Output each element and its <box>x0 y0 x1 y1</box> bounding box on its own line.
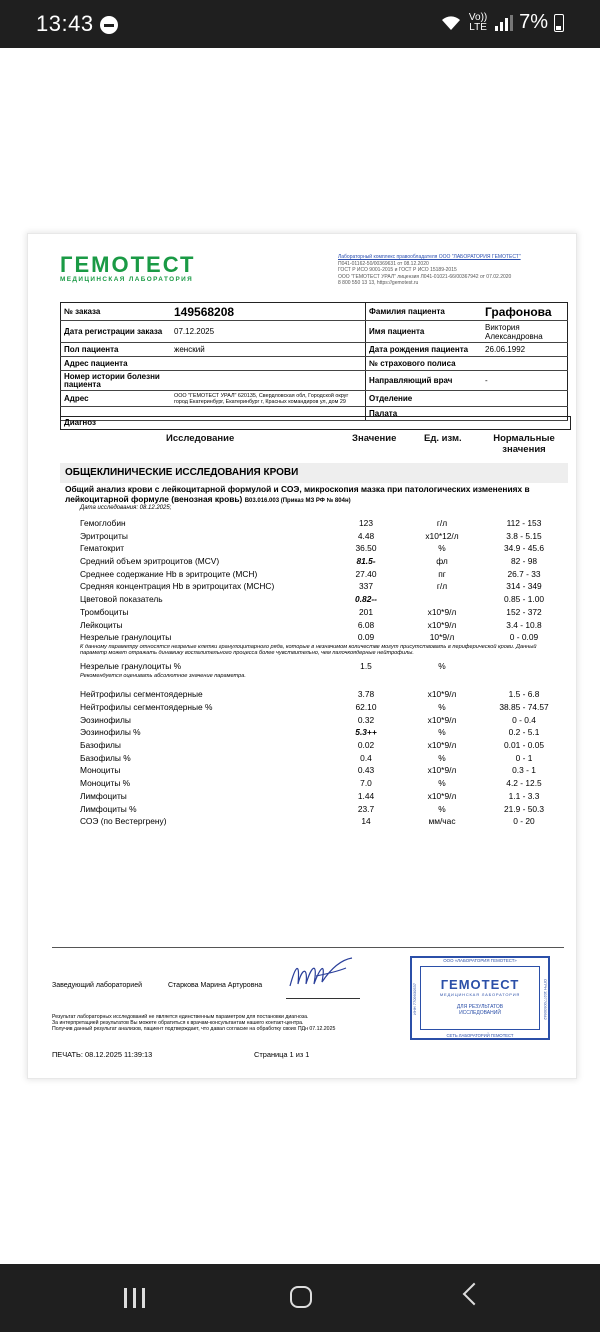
result-value: 4.48 <box>357 530 375 541</box>
result-name: Лейкоциты <box>80 619 123 630</box>
signal-icon <box>495 15 513 31</box>
result-reference: 0.85 - 1.00 <box>503 594 545 605</box>
result-value: 6.08 <box>357 619 375 630</box>
result-row <box>28 618 576 631</box>
lastname-label: Фамилия пациента <box>366 303 483 321</box>
result-unit: % <box>438 702 446 713</box>
result-value: 27.40 <box>355 568 377 579</box>
patient-lastname: Графонова <box>482 303 567 321</box>
birth-label: Дата рождения пациента <box>366 343 483 357</box>
wifi-icon <box>441 15 461 31</box>
page-number: Страница 1 из 1 <box>254 1050 310 1059</box>
result-reference: 0 - 0.09 <box>509 632 539 643</box>
stamp-top-text: ООО «ЛАБОРАТОРИЯ ГЕМОТЕСТ» <box>443 958 517 963</box>
result-row <box>28 579 576 592</box>
col-study: Исследование <box>166 433 235 444</box>
result-row <box>28 725 576 738</box>
head-label: Заведующий лабораторией <box>52 982 142 989</box>
back-button[interactable] <box>463 1283 486 1306</box>
reg-date: 07.12.2025 <box>171 321 366 343</box>
addr-label: Адрес <box>61 391 172 407</box>
result-unit: % <box>438 803 446 814</box>
col-norm <box>490 433 558 455</box>
result-note: К данному параметру относятся незрелые клетки гранулоцитарного ряда, которые в незначимом количестве могут присутствовать в периферической крови. Данный параметр может отражать динамику воспалительного процесса более чувствительно, чем палочкоядерные нейтрофилы. <box>80 643 537 657</box>
study-date: Дата исследования: 08.12.2025; <box>80 505 172 511</box>
network-type: Vo)) LTE <box>468 11 488 33</box>
result-row <box>28 738 576 751</box>
result-reference: 0 - 20 <box>513 816 535 827</box>
result-value: 0.4 <box>360 752 372 763</box>
result-name: Нейтрофилы сегментоядерные <box>80 689 203 700</box>
result-value: 201 <box>359 606 373 617</box>
result-unit: x10*9/л <box>427 714 457 725</box>
result-unit: г/л <box>436 581 448 592</box>
result-value: 0.82-- <box>355 594 377 605</box>
result-name: Базофилы % <box>80 752 131 763</box>
patient-address <box>171 357 366 371</box>
result-unit: % <box>438 778 446 789</box>
col-value: Значение <box>352 433 397 444</box>
col-norm-line2: значения <box>502 444 546 455</box>
result-name: СОЭ (по Вестергрену) <box>80 816 167 827</box>
lab-address: ООО "ГЕМОТЕСТ УРАЛ" 620135, Свердловская обл, Городской округ город Екатеринбург, Екатеринбург г, Красных командиров ул, дом 29 <box>171 391 366 407</box>
patient-sex: женский <box>171 343 366 357</box>
result-unit: x10*9/л <box>427 606 457 617</box>
license-line: ООО "ГЕМОТЕСТ УРАЛ" лицензия Л041-01021-66/00367942 от 07.02.2020 <box>338 273 512 280</box>
disclaimer-line: Результат лабораторных исследований не является единственным параметром для постановки диагноза. <box>52 1014 309 1020</box>
result-note: Рекомендуется оценивать абсолютное значение параметра. <box>80 672 246 679</box>
result-value: 1.5 <box>360 661 372 672</box>
signature-block <box>52 982 263 989</box>
stamp-sub: МЕДИЦИНСКАЯ ЛАБОРАТОРИЯ <box>439 992 521 997</box>
battery-percent: 7% <box>519 11 548 33</box>
result-name: Моноциты % <box>80 778 131 789</box>
address-label: Адрес пациента <box>61 357 172 371</box>
result-reference: 0.3 - 1 <box>512 765 536 776</box>
result-unit: % <box>438 727 446 738</box>
reg-date-label: Дата регистрации заказа <box>61 321 172 343</box>
license-line: ГОСТ Р ИСО 9001-2015 и ГОСТ Р ИСО 15189-2015 <box>338 267 457 274</box>
result-unit: 10*9/л <box>429 632 455 643</box>
print-timestamp: ПЕЧАТЬ: 08.12.2025 11:39:13 <box>52 1050 153 1059</box>
logo-brand: ГЕМОТЕСТ <box>60 252 196 277</box>
signature-underline <box>286 998 360 999</box>
divider <box>52 947 564 948</box>
clock: 13:43 <box>36 11 94 36</box>
battery-icon <box>554 14 564 32</box>
result-reference: 34.9 - 45.6 <box>503 543 545 554</box>
result-unit: фл <box>436 556 448 567</box>
result-row <box>28 516 576 529</box>
diagnosis-row: Диагноз <box>60 416 571 430</box>
result-reference: 112 - 153 <box>506 518 542 528</box>
result-name: Тромбоциты <box>80 606 129 617</box>
result-row <box>28 529 576 542</box>
gemotest-logo <box>60 254 195 283</box>
result-row <box>28 776 576 789</box>
result-name: Гематокрит <box>80 543 125 554</box>
lab-report-document[interactable] <box>28 234 576 1078</box>
result-unit: мм/час <box>428 816 456 827</box>
head-name: Старкова Марина Артуровна <box>168 982 263 989</box>
result-name: Незрелые гранулоциты % <box>80 661 182 672</box>
result-value: 3.78 <box>357 689 375 700</box>
result-row <box>28 802 576 815</box>
result-reference: 0.2 - 5.1 <box>508 727 540 738</box>
home-button[interactable] <box>290 1286 312 1308</box>
name-label: Имя пациента <box>366 321 483 343</box>
result-row <box>28 751 576 764</box>
result-reference: 3.8 - 5.15 <box>506 530 542 541</box>
result-reference: 1.1 - 3.3 <box>508 790 540 801</box>
result-row <box>28 605 576 618</box>
result-value: 0.43 <box>357 765 375 776</box>
result-reference: 0.01 - 0.05 <box>503 740 545 751</box>
result-value: 7.0 <box>360 778 372 789</box>
logo-subtitle: МЕДИЦИНСКАЯ ЛАБОРАТОРИЯ <box>60 276 194 283</box>
stamp-ogrn: ОГРН 1027700930642 <box>543 978 548 1020</box>
history-label: Номер истории болезни пациента <box>61 371 172 391</box>
sex-label: Пол пациента <box>61 343 172 357</box>
result-unit: % <box>438 752 446 763</box>
license-line: 8 800 550 13 13, https://gemotest.ru <box>338 280 419 287</box>
ward-label: Палата <box>366 407 483 421</box>
result-name: Лимфоциты <box>80 790 127 801</box>
signature-image <box>286 954 358 994</box>
result-name: Цветовой показатель <box>80 594 163 605</box>
result-value: 0.09 <box>357 632 375 643</box>
result-value: 23.7 <box>357 803 375 814</box>
result-row <box>28 700 576 713</box>
result-name: Эритроциты <box>80 530 128 541</box>
result-row <box>28 713 576 726</box>
dept-value <box>482 391 567 407</box>
result-name: Моноциты <box>80 765 121 776</box>
result-row <box>28 567 576 580</box>
result-name: Эозинофилы <box>80 714 131 725</box>
result-value: 123 <box>359 518 373 528</box>
result-name: Средний объем эритроцитов (MCV) <box>80 556 220 567</box>
order-code: B03.016.003 (Приказ МЗ РФ № 804н) <box>244 498 351 504</box>
disclaimer <box>52 1014 412 1033</box>
result-name: Незрелые гранулоциты <box>80 632 172 643</box>
result-name: Гемоглобин <box>80 518 126 528</box>
result-value: 1.44 <box>357 790 375 801</box>
result-name: Среднее содержание Hb в эритроците (MCH) <box>80 568 258 579</box>
order-title-text: Общий анализ крови с лейкоцитарной формулой и СОЭ, микроскопия мазка при патологических изменениях в лейкоцитарной формуле (венозная кровь) <box>65 484 530 504</box>
do-not-disturb-icon <box>100 16 118 34</box>
result-unit: x10*12/л <box>425 530 459 541</box>
result-reference: 1.5 - 6.8 <box>508 689 540 700</box>
patient-info-table <box>60 302 568 421</box>
status-bar <box>0 0 600 48</box>
result-value: 62.10 <box>355 702 377 713</box>
order-label: № заказа <box>61 303 172 321</box>
result-reference: 152 - 372 <box>506 606 542 617</box>
result-value: 0.32 <box>357 714 375 725</box>
order-title <box>65 484 565 506</box>
doctor-value: - <box>482 371 567 391</box>
result-unit: % <box>438 543 446 554</box>
doctor-label: Направляющий врач <box>366 371 483 391</box>
result-row <box>28 814 576 827</box>
result-value: 81.5- <box>356 556 376 567</box>
result-row <box>28 763 576 776</box>
result-unit: x10*9/л <box>427 740 457 751</box>
result-value: 5.3++ <box>355 727 377 738</box>
result-row <box>28 554 576 567</box>
col-unit: Ед. изм. <box>424 433 462 444</box>
disclaimer-line: Получив данный результат анализов, пациент подтверждает, что давал согласие на обработку своих ПДн 07.12.2025 <box>52 1026 336 1033</box>
result-name: Средняя концентрация Hb в эритроцитах (MCHC) <box>80 581 275 592</box>
stamp-purpose-line: ДЛЯ РЕЗУЛЬТАТОВ <box>456 1004 504 1010</box>
result-value: 0.02 <box>357 740 375 751</box>
result-value: 14 <box>361 816 371 827</box>
result-row <box>28 659 576 672</box>
stamp-purpose <box>422 1004 538 1016</box>
result-reference: 21.9 - 50.3 <box>503 803 545 814</box>
result-row <box>28 630 576 643</box>
result-unit: пг <box>438 568 446 579</box>
result-reference: 3.4 - 10.8 <box>506 619 542 630</box>
history-number <box>171 371 366 391</box>
result-unit: г/л <box>436 518 448 528</box>
result-name: Нейтрофилы сегментоядерные % <box>80 702 213 713</box>
result-reference: 38.85 - 74.57 <box>499 702 549 713</box>
result-reference: 314 - 349 <box>506 581 542 592</box>
stamp-bottom-text: СЕТЬ ЛАБОРАТОРИЙ ГЕМОТЕСТ <box>446 1033 514 1038</box>
status-icons <box>441 11 564 34</box>
result-unit: x10*9/л <box>427 689 457 700</box>
result-reference: 4.2 - 12.5 <box>506 778 542 789</box>
result-name: Базофилы <box>80 740 121 751</box>
stamp-purpose-line: ИССЛЕДОВАНИЙ <box>459 1010 501 1016</box>
stamp-brand: ГЕМОТЕСТ <box>440 977 520 992</box>
result-reference: 0 - 0.4 <box>512 714 536 725</box>
result-name: Лимфоциты % <box>80 803 137 814</box>
recent-apps-button[interactable] <box>124 1288 146 1308</box>
section-title: ОБЩЕКЛИНИЧЕСКИЕ ИССЛЕДОВАНИЯ КРОВИ <box>60 463 568 483</box>
result-unit: x10*9/л <box>427 619 457 630</box>
stamp-inner-border <box>420 966 540 1030</box>
insurance-number <box>482 357 567 371</box>
result-row <box>28 592 576 605</box>
result-reference: 82 - 98 <box>510 556 538 567</box>
navigation-bar <box>0 1264 600 1332</box>
order-number: 149568208 <box>171 303 366 321</box>
result-row <box>28 789 576 802</box>
result-reference: 26.7 - 33 <box>507 568 541 579</box>
results-list <box>28 516 576 827</box>
result-reference: 0 - 1 <box>515 752 533 763</box>
result-value: 337 <box>359 581 373 592</box>
result-unit: x10*9/л <box>427 790 457 801</box>
patient-name: Виктория Александровна <box>482 321 567 343</box>
license-line: П041-01162-50/00369631 от 08.12.2020 <box>338 260 429 267</box>
birth-date: 26.06.1992 <box>482 343 567 357</box>
stamp-inn: ИНН 7709930537 <box>412 983 417 1016</box>
result-row <box>28 687 576 700</box>
lab-stamp <box>410 956 550 1040</box>
license-info <box>338 254 568 287</box>
disclaimer-line: За интерпретацией результатов Вы можете обратиться к врачам-консультантам нашего контакт-центра. <box>52 1020 304 1027</box>
dept-label: Отделение <box>366 391 483 407</box>
col-norm-line1: Нормальные <box>493 433 555 444</box>
result-unit: % <box>438 661 446 672</box>
insurance-label: № страхового полиса <box>366 357 483 371</box>
result-value: 36.50 <box>355 543 377 554</box>
license-line: Лабораторный комплекс правообладателя ООО "ЛАБОРАТОРИЯ ГЕМОТЕСТ" <box>338 254 521 260</box>
result-name: Эозинофилы % <box>80 727 141 738</box>
result-unit: x10*9/л <box>427 765 457 776</box>
result-row <box>28 541 576 554</box>
